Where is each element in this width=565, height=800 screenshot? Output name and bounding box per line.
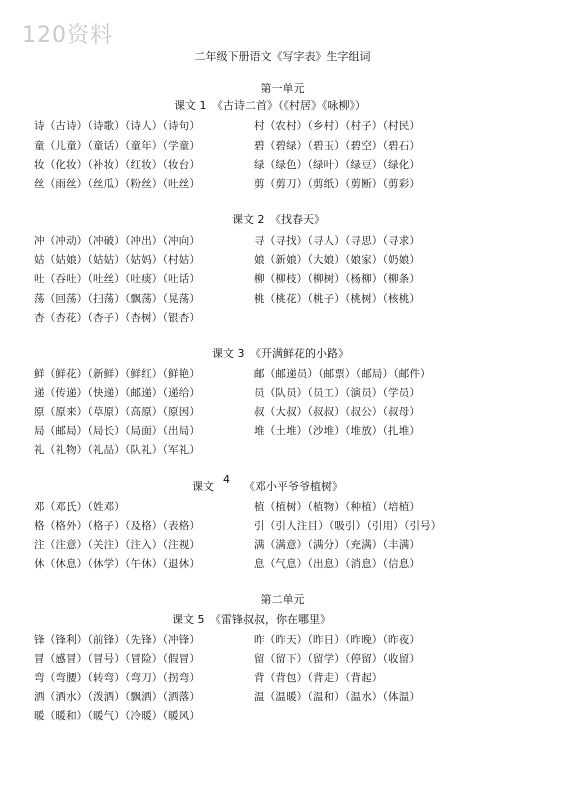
- word-row: 昨（昨天）（昨日）（昨晚）（昨夜）: [254, 634, 421, 646]
- lesson-title-5: 课文 5 《雷锋叔叔，你在哪里》: [172, 613, 331, 626]
- unit-heading-2: 第二单元: [260, 593, 305, 606]
- word-row: 原（原来）（草原）（高原）（原因）: [34, 406, 201, 418]
- word-row: 绿（绿色）（绿叶）（绿豆）（绿化）: [254, 159, 421, 171]
- word-row: 诗（古诗）（诗歌）（诗人）（诗句）: [34, 120, 201, 132]
- word-row: 弯（弯腰）（转弯）（弯刀）（拐弯）: [34, 672, 201, 684]
- word-row: 吐（吞吐）（吐丝）（吐痰）（吐话）: [34, 273, 201, 285]
- word-row: 姑（姑娘）（姑姑）（姑妈）（村姑）: [34, 254, 201, 266]
- lesson-number-4: 4: [223, 473, 230, 486]
- lesson-title-4-prefix: 课文: [192, 480, 214, 493]
- word-row: 童（儿童）（童话）（童年）（学童）: [34, 140, 201, 152]
- word-row: 冲（冲动）（冲破）（冲出）（冲向）: [34, 235, 201, 247]
- word-row: 息（气息）（出息）（消息）（信息）: [254, 558, 421, 570]
- word-row: 注（注意）（关注）（注入）（注视）: [34, 539, 201, 551]
- word-row: 员（队员）（员工）（演员）（学员）: [254, 387, 421, 399]
- word-row: 荡（回荡）（扫荡）（飘荡）（晃荡）: [34, 293, 201, 305]
- word-row: 丝（雨丝）（丝瓜）（粉丝）（吐丝）: [34, 178, 201, 190]
- lesson-title-2: 课文 2 《找春天》: [232, 213, 325, 226]
- word-row: 叔（大叔）（叔叔）（叔公）（叔母）: [254, 406, 421, 418]
- lesson-title-3: 课文 3 《开满鲜花的小路》: [212, 347, 349, 360]
- word-row: 寻（寻找）（寻人）（寻思）（寻求）: [254, 235, 421, 247]
- word-row: 锋（锋利）（前锋）（先锋）（冲锋）: [34, 634, 201, 646]
- lesson-title-4-name: 《邓小平爷爷植树》: [244, 480, 343, 493]
- word-row: 鲜（鲜花）（新鲜）（鲜红）（鲜艳）: [34, 368, 201, 380]
- word-row: 背（背包）（背走）（背起）: [254, 672, 383, 684]
- word-row: 柳（柳枝）（柳树）（杨柳）（柳条）: [254, 273, 421, 285]
- word-row: 冒（感冒）（冒号）（冒险）（假冒）: [34, 653, 201, 665]
- word-row: 礼（礼物）（礼品）（队礼）（军礼）: [34, 444, 201, 456]
- lesson-title-1: 课文 1 《古诗二首》（《村居》《咏柳》）: [174, 99, 366, 112]
- word-row: 剪（剪刀）（剪纸）（剪断）（剪彩）: [254, 178, 421, 190]
- word-row: 邓（邓氏）（姓邓）: [34, 501, 126, 513]
- word-row: 碧（碧绿）（碧玉）（碧空）（碧石）: [254, 140, 421, 152]
- word-row: 引（引人注目）（吸引）（引用）（引号）: [254, 520, 442, 532]
- word-row: 洒（洒水）（泼洒）（飘洒）（洒落）: [34, 691, 201, 703]
- word-row: 温（温暖）（温和）（温水）（体温）: [254, 691, 421, 703]
- word-row: 桃（桃花）（桃子）（桃树）（核桃）: [254, 293, 421, 305]
- word-row: 堆（土堆）（沙堆）（堆放）（扎堆）: [254, 425, 421, 437]
- word-row: 植（植树）（植物）（种植）（培植）: [254, 501, 421, 513]
- word-row: 休（休息）（休学）（午休）（退休）: [34, 558, 201, 570]
- word-row: 满（满意）（满分）（充满）（丰满）: [254, 539, 421, 551]
- word-row: 杏（杏花）（杏子）（杏树）（银杏）: [34, 312, 201, 324]
- word-row: 邮（邮递员）（邮票）（邮局）（邮件）: [254, 368, 431, 380]
- word-row: 递（传递）（快递）（邮递）（递给）: [34, 387, 201, 399]
- word-row: 局（邮局）（局长）（局面）（出局）: [34, 425, 201, 437]
- watermark: 120资料: [22, 23, 113, 48]
- word-row: 娘（新娘）（大娘）（娘家）（奶娘）: [254, 254, 421, 266]
- word-row: 村（农村）（乡村）（村子）（村民）: [254, 120, 421, 132]
- word-row: 格（格外）（格子）（及格）（表格）: [34, 520, 201, 532]
- word-row: 留（留下）（留学）（停留）（收留）: [254, 653, 421, 665]
- page-title: 二年级下册语文《写字表》生字组词: [194, 50, 371, 63]
- unit-heading-1: 第一单元: [260, 82, 305, 95]
- word-row: 暖（暖和）（暖气）（冷暖）（暖风）: [34, 710, 201, 722]
- word-row: 妆（化妆）（补妆）（红妆）（妆台）: [34, 159, 201, 171]
